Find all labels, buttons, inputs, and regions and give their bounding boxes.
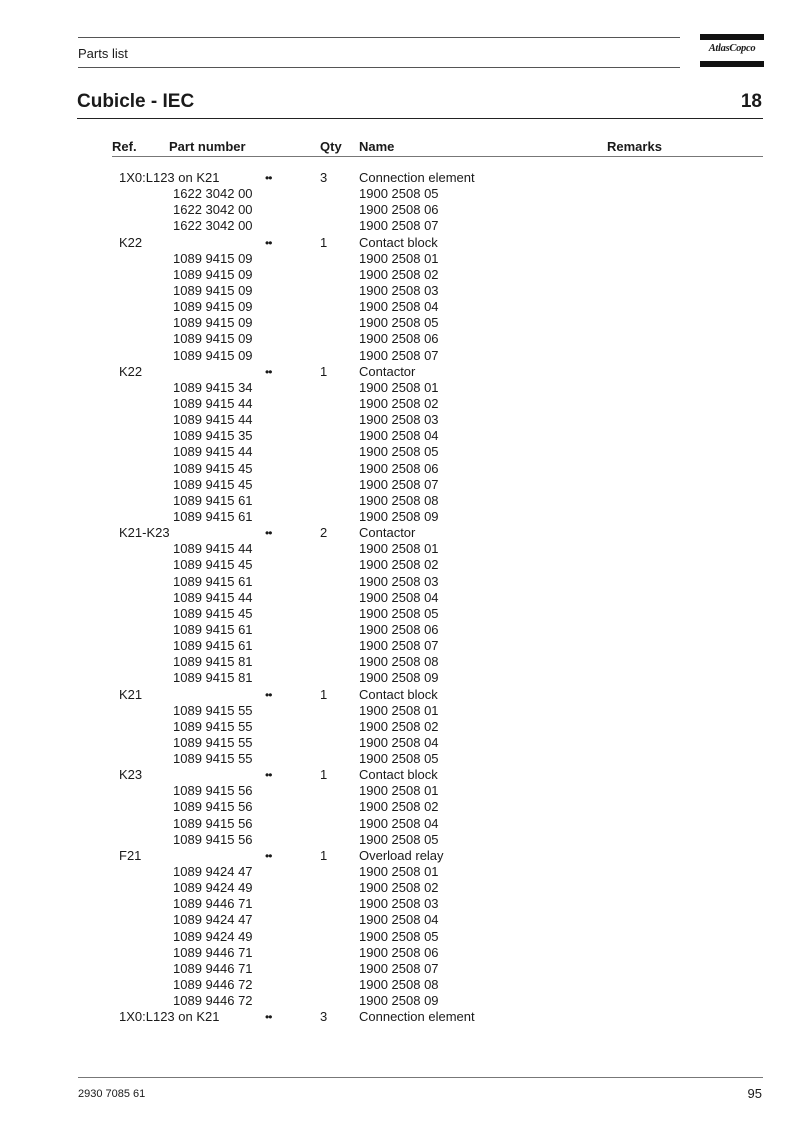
part-number-cell: 1089 9415 56 [173,831,253,847]
marker-cell: •• [265,687,272,702]
name-cell: 1900 2508 09 [359,993,439,1009]
part-number-cell: 1089 9415 34 [173,379,253,395]
name-cell: 1900 2508 07 [359,476,439,492]
table-row [0,574,800,590]
qty-cell: 3 [320,1009,328,1025]
table-row [0,654,800,670]
table-row [0,267,800,283]
table-row [0,364,800,380]
table-row [0,751,800,767]
table-row [0,170,800,186]
table-row [0,880,800,896]
part-number-cell: 1089 9415 09 [173,282,253,298]
part-number-cell: 1089 9446 72 [173,993,253,1009]
table-row [0,670,800,686]
name-cell: 1900 2508 02 [359,880,439,896]
name-cell: Contactor [359,363,416,379]
name-cell: 1900 2508 05 [359,186,439,202]
table-row [0,864,800,880]
qty-cell: 3 [320,170,328,185]
name-cell: 1900 2508 09 [359,508,439,524]
table-row [0,719,800,735]
name-cell: 1900 2508 02 [359,718,439,734]
table-row [0,218,800,234]
part-number-cell: 1089 9415 35 [173,428,253,444]
part-number-cell: 1089 9415 56 [173,815,253,831]
ref-cell: K23 [119,767,143,783]
part-number-cell: 1089 9415 61 [173,508,253,524]
marker-cell: •• [265,1010,272,1025]
table-row [0,186,800,202]
table-row [0,799,800,815]
marker-cell: •• [265,364,272,379]
title-rule [77,118,763,119]
name-cell: 1900 2508 03 [359,282,439,298]
name-cell: 1900 2508 04 [359,912,439,928]
part-number-cell: 1089 9415 44 [173,541,253,557]
table-row [0,848,800,864]
name-cell: 1900 2508 05 [359,751,439,767]
name-cell: 1900 2508 03 [359,573,439,589]
name-cell: 1900 2508 04 [359,734,439,750]
name-cell: 1900 2508 02 [359,395,439,411]
part-number-cell: 1089 9446 71 [173,896,253,912]
marker-cell: •• [265,171,272,185]
part-number-cell: 1089 9415 56 [173,799,253,815]
name-cell: 1900 2508 08 [359,492,439,508]
name-cell: 1900 2508 01 [359,702,439,718]
name-cell: Overload relay [359,847,444,863]
table-row [0,638,800,654]
section-number: 18 [740,91,762,112]
footer-document-number: 2930 7085 61 [78,1088,146,1100]
ref-cell: 1X0:L123 on K21 [119,1009,220,1025]
table-row [0,428,800,444]
part-number-cell: 1089 9415 09 [173,331,253,347]
table-row [0,735,800,751]
name-cell: 1900 2508 01 [359,864,439,880]
table-row [0,832,800,848]
table-row [0,493,800,509]
table-row [0,461,800,477]
name-cell: Contact block [359,686,438,702]
name-cell: 1900 2508 04 [359,299,439,315]
name-cell: 1900 2508 06 [359,621,439,637]
name-cell: 1900 2508 08 [359,977,439,993]
table-row [0,509,800,525]
part-number-cell: 1089 9415 45 [173,476,253,492]
table-row [0,1009,800,1025]
table-row [0,816,800,832]
name-cell: 1900 2508 05 [359,315,439,331]
qty-cell: 1 [320,363,328,379]
ref-cell: K21-K23 [119,525,170,541]
part-number-cell: 1089 9415 81 [173,670,253,686]
column-header-remarks: Remarks [607,139,662,154]
table-row [0,929,800,945]
name-cell: Contact block [359,234,438,250]
logo-bar-bottom [700,61,764,67]
table-row [0,896,800,912]
footer-rule [78,1077,763,1078]
marker-cell: •• [265,768,272,783]
name-cell: 1900 2508 03 [359,412,439,428]
ref-cell: K21 [119,686,143,702]
name-cell: 1900 2508 06 [359,331,439,347]
part-number-cell: 1089 9424 47 [173,912,253,928]
name-cell: Connection element [359,1009,475,1025]
part-number-cell: 1089 9415 61 [173,573,253,589]
name-cell: 1900 2508 06 [359,460,439,476]
part-number-cell: 1089 9415 61 [173,492,253,508]
table-row [0,315,800,331]
name-cell: 1900 2508 05 [359,605,439,621]
table-row [0,396,800,412]
part-number-cell: 1089 9415 45 [173,557,253,573]
part-number-cell: 1089 9415 44 [173,444,253,460]
name-cell: Contact block [359,767,438,783]
name-cell: 1900 2508 01 [359,541,439,557]
part-number-cell: 1089 9415 44 [173,412,253,428]
part-number-cell: 1089 9415 56 [173,783,253,799]
part-number-cell: 1089 9415 09 [173,347,253,363]
table-row [0,993,800,1009]
part-number-cell: 1089 9415 45 [173,605,253,621]
table-row [0,525,800,541]
qty-cell: 1 [320,847,328,863]
name-cell: 1900 2508 02 [359,799,439,815]
part-number-cell: 1089 9424 47 [173,864,253,880]
name-cell: 1900 2508 01 [359,783,439,799]
table-row [0,283,800,299]
atlas-copco-logo [700,34,764,67]
column-header-part-number: Part number [169,139,246,154]
header-rule-top [78,37,680,38]
part-number-cell: 1089 9415 09 [173,266,253,282]
name-cell: 1900 2508 02 [359,557,439,573]
part-number-cell: 1622 3042 00 [173,202,253,218]
column-header-name: Name [359,139,395,154]
part-number-cell: 1089 9415 44 [173,395,253,411]
table-row [0,590,800,606]
part-number-cell: 1089 9415 81 [173,654,253,670]
part-number-cell: 1089 9415 09 [173,315,253,331]
table-row [0,299,800,315]
table-row [0,557,800,573]
table-row [0,331,800,347]
table-row [0,444,800,460]
header-rule-bottom [78,67,680,68]
marker-cell: •• [265,526,272,541]
ref-cell: K22 [119,234,143,250]
part-number-cell: 1089 9415 55 [173,734,253,750]
part-number-cell: 1089 9415 55 [173,718,253,734]
part-number-cell: 1089 9415 44 [173,589,253,605]
ref-cell: 1X0:L123 on K21 [119,170,220,185]
name-cell: 1900 2508 09 [359,670,439,686]
name-cell: 1900 2508 08 [359,654,439,670]
name-cell: Connection element [359,170,475,185]
name-cell: 1900 2508 06 [359,944,439,960]
part-number-cell: 1089 9415 61 [173,621,253,637]
name-cell: 1900 2508 02 [359,266,439,282]
name-cell: 1900 2508 07 [359,638,439,654]
table-row [0,687,800,703]
part-number-cell: 1089 9415 45 [173,460,253,476]
logo-bar-top [700,34,764,40]
table-row [0,945,800,961]
part-number-cell: 1089 9424 49 [173,928,253,944]
qty-cell: 2 [320,525,328,541]
ref-cell: F21 [119,847,142,863]
table-row [0,912,800,928]
table-row [0,235,800,251]
parts-table [0,170,800,1025]
part-number-cell: 1089 9446 71 [173,944,253,960]
table-row [0,477,800,493]
name-cell: Contactor [359,525,416,541]
table-row [0,783,800,799]
part-number-cell: 1089 9415 09 [173,250,253,266]
marker-cell: •• [265,848,272,863]
qty-cell: 1 [320,767,328,783]
part-number-cell: 1089 9415 09 [173,299,253,315]
part-number-cell: 1089 9415 55 [173,702,253,718]
table-row [0,767,800,783]
name-cell: 1900 2508 05 [359,831,439,847]
table-row [0,961,800,977]
section-title: Cubicle - IEC [77,91,195,112]
marker-cell: •• [265,235,272,250]
name-cell: 1900 2508 05 [359,928,439,944]
footer-page-number: 95 [747,1086,762,1101]
header-label: Parts list [78,46,128,61]
part-number-cell: 1622 3042 00 [173,186,253,202]
table-row [0,622,800,638]
name-cell: 1900 2508 03 [359,896,439,912]
table-row [0,703,800,719]
part-number-cell: 1089 9415 61 [173,638,253,654]
table-row [0,348,800,364]
part-number-cell: 1089 9446 71 [173,960,253,976]
part-number-cell: 1089 9424 49 [173,880,253,896]
name-cell: 1900 2508 04 [359,428,439,444]
name-cell: 1900 2508 05 [359,444,439,460]
table-row [0,412,800,428]
column-header-ref: Ref. [112,139,137,154]
logo-text: AtlasCopco [708,43,756,54]
table-row [0,251,800,267]
ref-cell: K22 [119,363,143,379]
name-cell: 1900 2508 04 [359,589,439,605]
table-row [0,202,800,218]
qty-cell: 1 [320,686,328,702]
name-cell: 1900 2508 01 [359,379,439,395]
name-cell: 1900 2508 04 [359,815,439,831]
part-number-cell: 1622 3042 00 [173,218,253,234]
table-row [0,380,800,396]
name-cell: 1900 2508 07 [359,218,439,234]
name-cell: 1900 2508 07 [359,347,439,363]
table-row [0,977,800,993]
table-row [0,541,800,557]
name-cell: 1900 2508 06 [359,202,439,218]
qty-cell: 1 [320,234,328,250]
part-number-cell: 1089 9446 72 [173,977,253,993]
column-header-qty: Qty [320,139,342,154]
column-header-rule [112,156,763,157]
name-cell: 1900 2508 07 [359,960,439,976]
part-number-cell: 1089 9415 55 [173,751,253,767]
table-row [0,606,800,622]
name-cell: 1900 2508 01 [359,250,439,266]
